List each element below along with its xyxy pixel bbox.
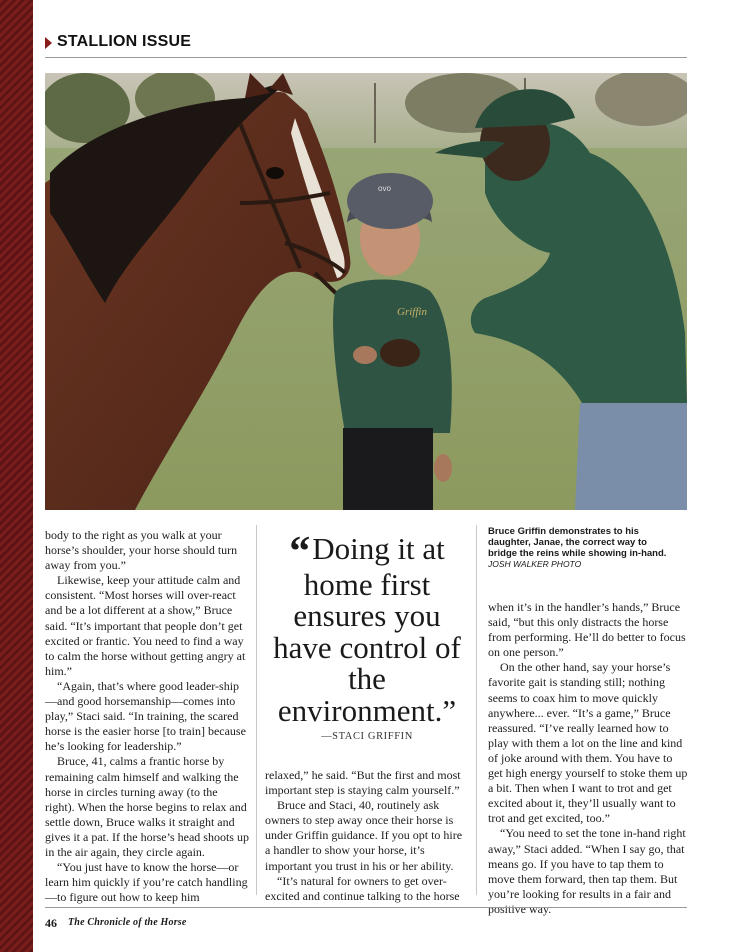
publication-name: The Chronicle of the Horse bbox=[68, 917, 187, 928]
pull-quote-attribution: —STACI GRIFFIN bbox=[321, 731, 413, 742]
col1-paragraph: Bruce, 41, calms a frantic horse by remaining calm himself and walking the horse in circles turning away (to the right). When the horse begins to relax and settle down, Bruce walks it straight and gives it a pat. If the horse’s head shoots up in the air again, they circle again. bbox=[45, 754, 249, 859]
section-label: STALLION ISSUE bbox=[57, 33, 192, 50]
col3-paragraph: “You need to set the tone in-hand right away,” Staci added. “When I say go, that means go. If you have to tap them to move them forward, then tap them. But you’re looking for results in a fair and positive way. bbox=[488, 826, 686, 916]
section-header bbox=[45, 33, 687, 58]
col2-paragraph: “It’s natural for owners to get over-excited and continue talking to the horse bbox=[265, 873, 460, 903]
article-column-3 bbox=[488, 600, 688, 917]
pull-quote-text: Doing it at home first ensures you have control of the environment.” bbox=[273, 531, 461, 728]
pull-quote bbox=[262, 529, 472, 728]
page-footer bbox=[45, 907, 687, 930]
photo-caption bbox=[488, 526, 678, 570]
sweatshirt-text: Griffin bbox=[397, 306, 427, 318]
photo-credit: JOSH WALKER PHOTO bbox=[488, 559, 582, 569]
col1-paragraph: Likewise, keep your attitude calm and consistent. “Most horses will over-react and be a lot different at a show,” Bruce said. “It’s important that people don’t get excited or frantic. You need to find a way to calm the horse without getting angry at him.” bbox=[45, 573, 246, 678]
side-stripe bbox=[0, 0, 33, 952]
col1-paragraph: “You just have to know the horse—or learn him quickly if you’re catch handling—to figure out how to keep him bbox=[45, 860, 248, 905]
column-divider bbox=[256, 525, 257, 895]
quote-mark-icon: “ bbox=[289, 529, 311, 575]
feature-photo bbox=[45, 73, 687, 510]
caption-text: Bruce Griffin demonstrates to his daughter, Janae, the correct way to bridge the reins while showing in-hand. bbox=[488, 526, 667, 559]
col2-paragraph: relaxed,” he said. “But the first and most important step is staying calm yourself.” bbox=[265, 768, 461, 798]
photo-illustration bbox=[45, 73, 687, 510]
helmet-text: ovo bbox=[378, 184, 391, 193]
col3-paragraph: On the other hand, say your horse’s favorite gait is standing still; nothing seems to coax him to move quickly anywhere... ever. “It’s a game,” Bruce reassured. “I’ve really learned how to play with them a lot on the line and kind of joke around with them. You have to get high energy yourself to stoke them up a bit. Then when I want to trot and get excited about it, they’ll usually want to trot and get excited, too.” bbox=[488, 660, 688, 826]
article-column-2 bbox=[265, 768, 470, 904]
col1-paragraph: body to the right as you walk at your horse’s shoulder, your horse should turn away from you.” bbox=[45, 528, 238, 573]
col3-paragraph: when it’s in the handler’s hands,” Bruce said, “but this only distracts the horse from performing. He’ll do better to focus on one person.” bbox=[488, 600, 686, 660]
col2-paragraph: Bruce and Staci, 40, routinely ask owners to step away once their horse is under Griffin guidance. If you opt to hire a handler to show your horse, it’s important you trust in his or her ability. bbox=[265, 798, 463, 873]
triangle-icon bbox=[45, 37, 52, 49]
col1-paragraph: “Again, that’s where good leader-ship—and good horsemanship—comes into play,” Staci said. “In training, the scared horse is the easier horse [to train] because he’s looking for leadership.” bbox=[45, 678, 246, 754]
article-column-1 bbox=[45, 528, 250, 905]
page-number: 46 bbox=[45, 916, 57, 930]
column-divider bbox=[476, 525, 477, 895]
